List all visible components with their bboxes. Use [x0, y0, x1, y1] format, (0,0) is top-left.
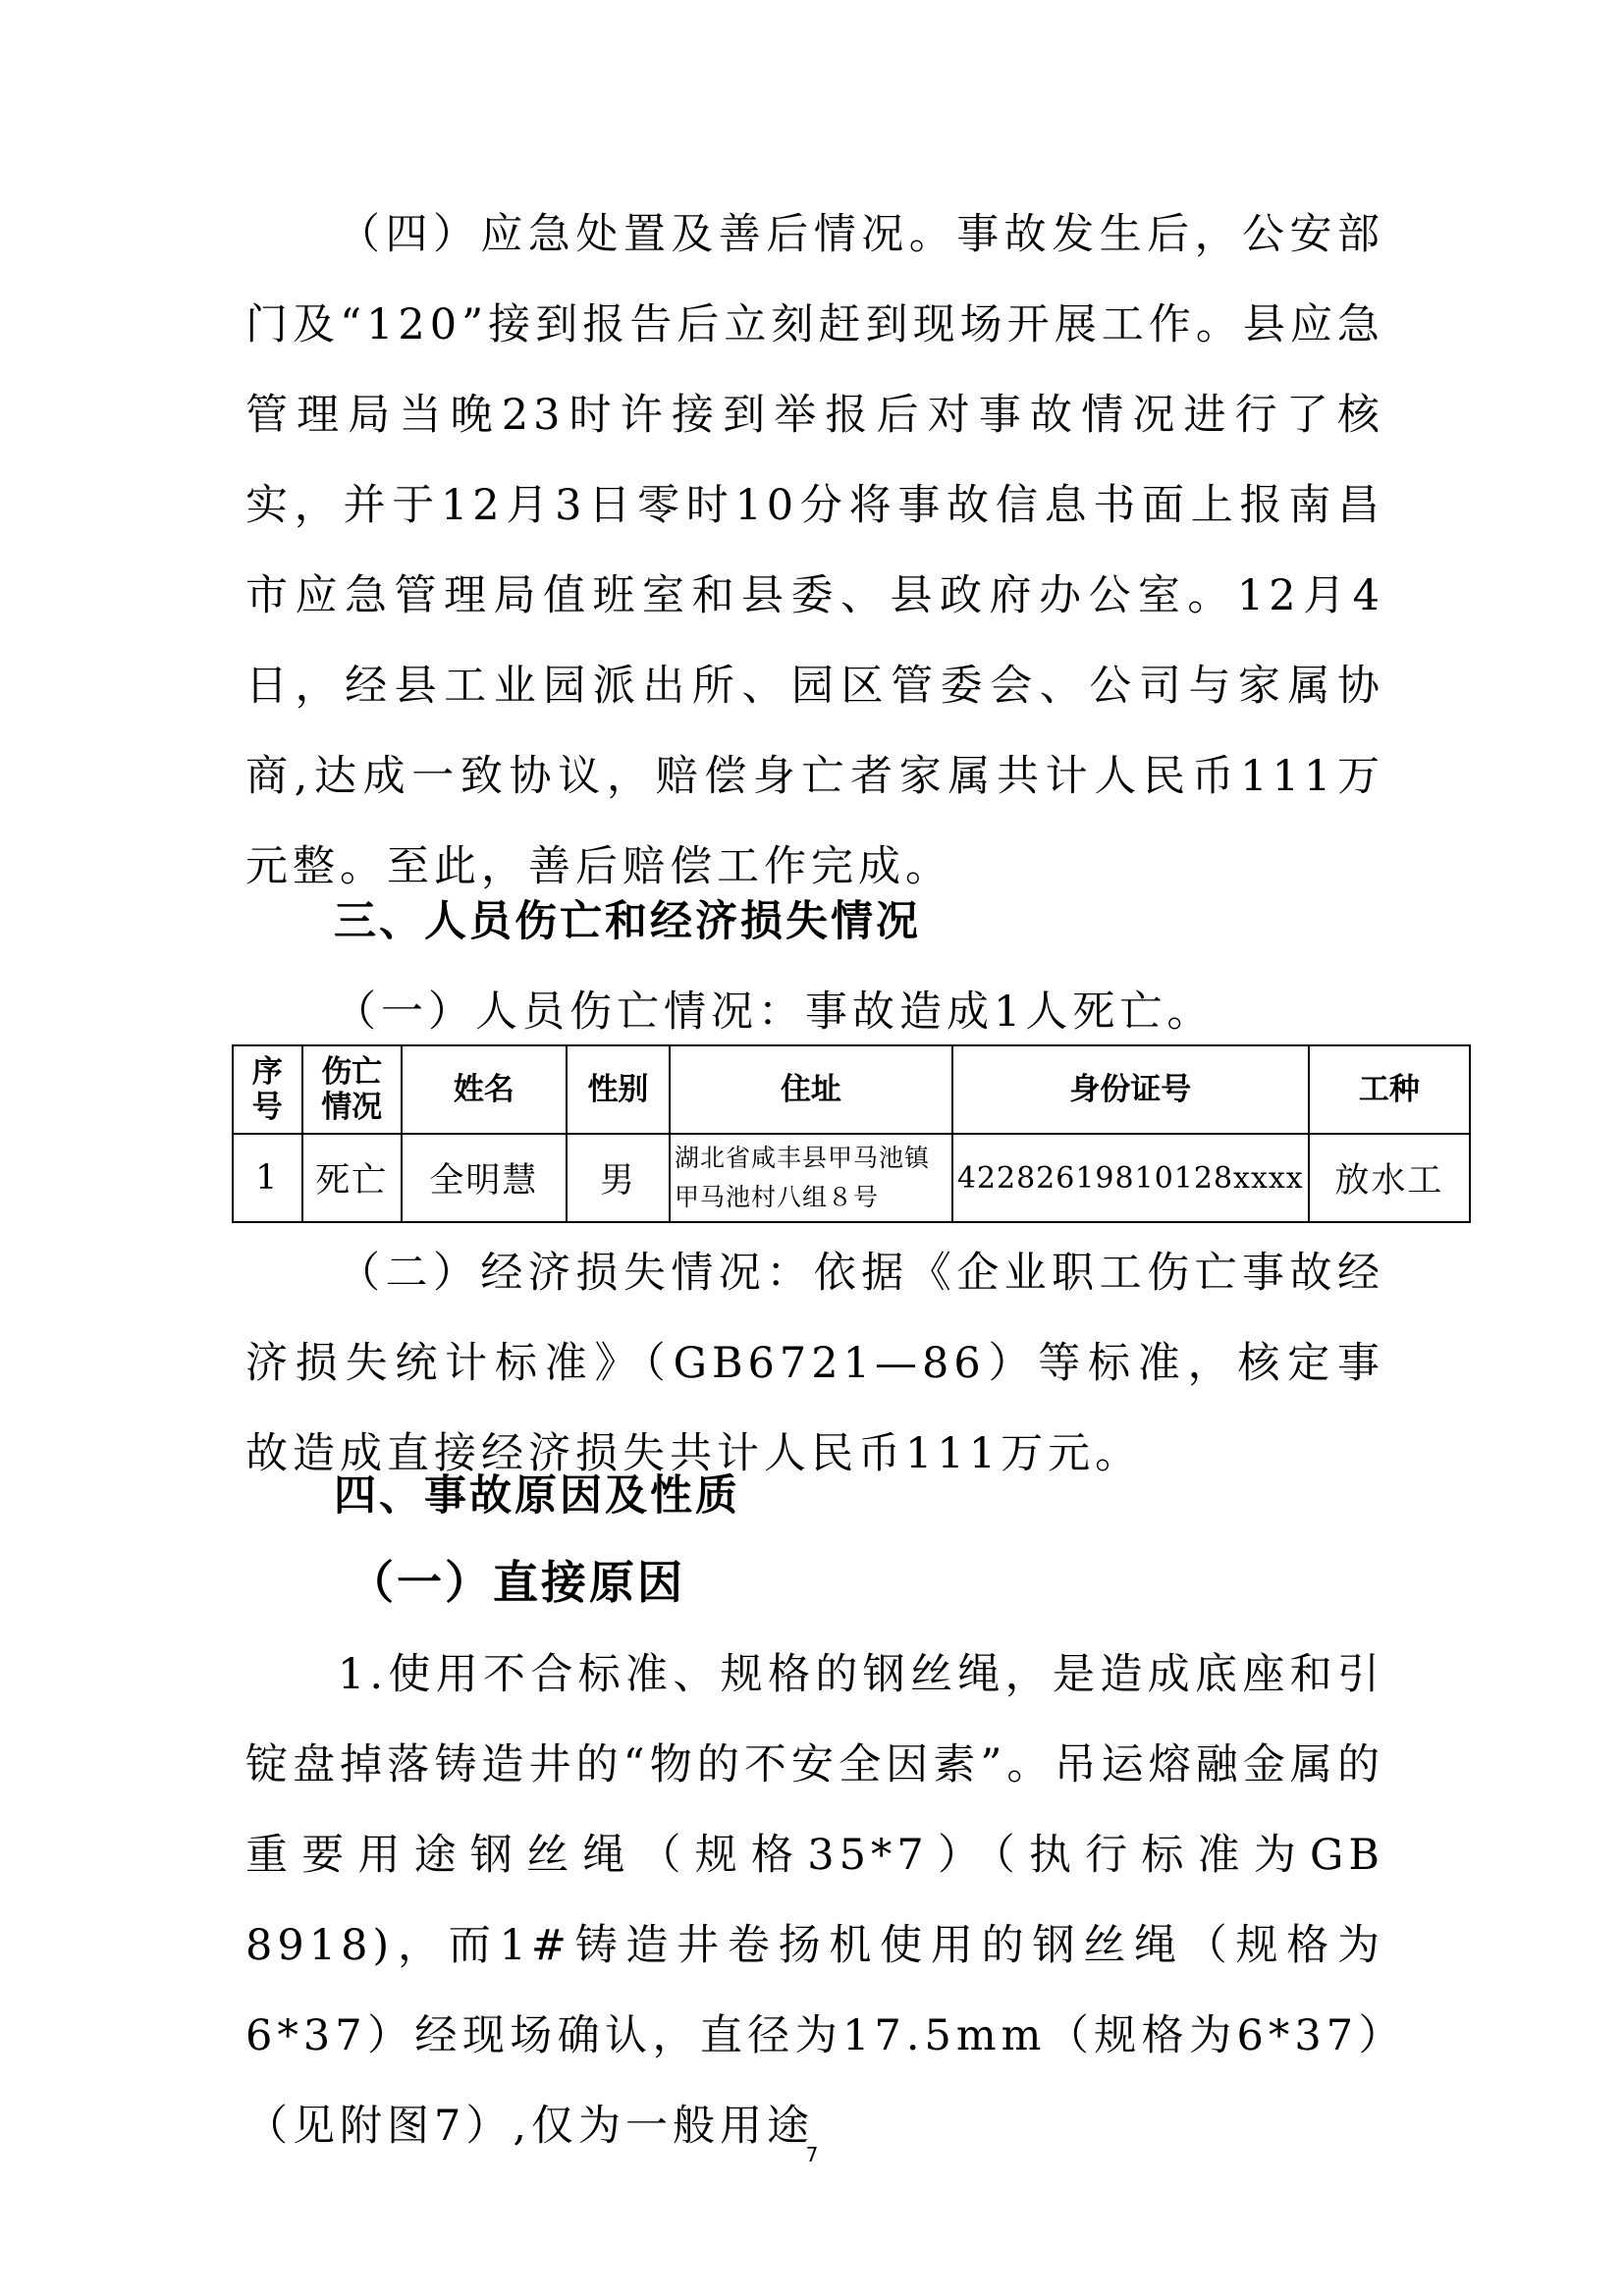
cell-id-number: 42282619810128xxxx [952, 1134, 1309, 1222]
header-status: 伤亡情况 [302, 1045, 402, 1134]
header-name: 姓名 [402, 1045, 567, 1134]
table-header-row [233, 1045, 1470, 1134]
paragraph-economic-loss: （二）经济损失情况：依据《企业职工伤亡事故经济损失统计标准》（GB6721—86）等标准，核定事故造成直接经济损失共计人民币111万元。 [245, 1249, 1384, 1478]
address-line-1: 湖北省咸丰县甲马池镇 [675, 1144, 931, 1172]
header-job: 工种 [1309, 1045, 1470, 1134]
cell-job: 放水工 [1309, 1134, 1470, 1222]
casualty-table [232, 1044, 1471, 1223]
cell-status: 死亡 [302, 1134, 402, 1222]
section-heading-cause-nature: 四、事故原因及性质 [334, 1471, 740, 1521]
paragraph-emergency-response: （四）应急处置及善后情况。事故发生后，公安部门及“120”接到报告后立刻赶到现场开展工作。县应急管理局当晚23时许接到举报后对事故情况进行了核实，并于12月3日零时10分将事故信息书面上报南昌市应急管理局值班室和县委、县政府办公室。12月4日，经县工业园派出所、园区管委会、公司与家属协商,达成一致协议，赔偿身亡者家属共计人民币111万元整。至此，善后赔偿工作完成。 [245, 210, 1384, 891]
page-number: 7 [805, 2143, 819, 2166]
casualty-summary-line: （一）人员伤亡情况：事故造成1人死亡。 [334, 988, 1215, 1037]
cell-name: 全明慧 [402, 1134, 567, 1222]
cell-seq: 1 [233, 1134, 302, 1222]
subsection-heading-direct-cause: （一）直接原因 [349, 1556, 685, 1609]
section-heading-casualties-losses: 三、人员伤亡和经济损失情况 [334, 897, 921, 946]
paragraph-direct-cause-1: 1.使用不合标准、规格的钢丝绳，是造成底座和引锭盘掉落铸造井的“物的不安全因素”。吊运熔融金属的重要用途钢丝绳（规格35*7）（执行标准为GB 8918)，而1#铸造井卷扬机使用的钢丝绳（规格为6*37）经现场确认，直径为17.5mm（规格为6*37）（见附图7）,仅为一般用途 [245, 1650, 1384, 2151]
cell-address [670, 1134, 952, 1222]
header-id: 身份证号 [952, 1045, 1309, 1134]
header-seq: 序号 [233, 1045, 302, 1134]
header-gender: 性别 [567, 1045, 670, 1134]
address-line-2: 甲马池村八组８号 [675, 1183, 880, 1211]
cell-gender: 男 [567, 1134, 670, 1222]
table-row [233, 1134, 1470, 1222]
header-address: 住址 [670, 1045, 952, 1134]
